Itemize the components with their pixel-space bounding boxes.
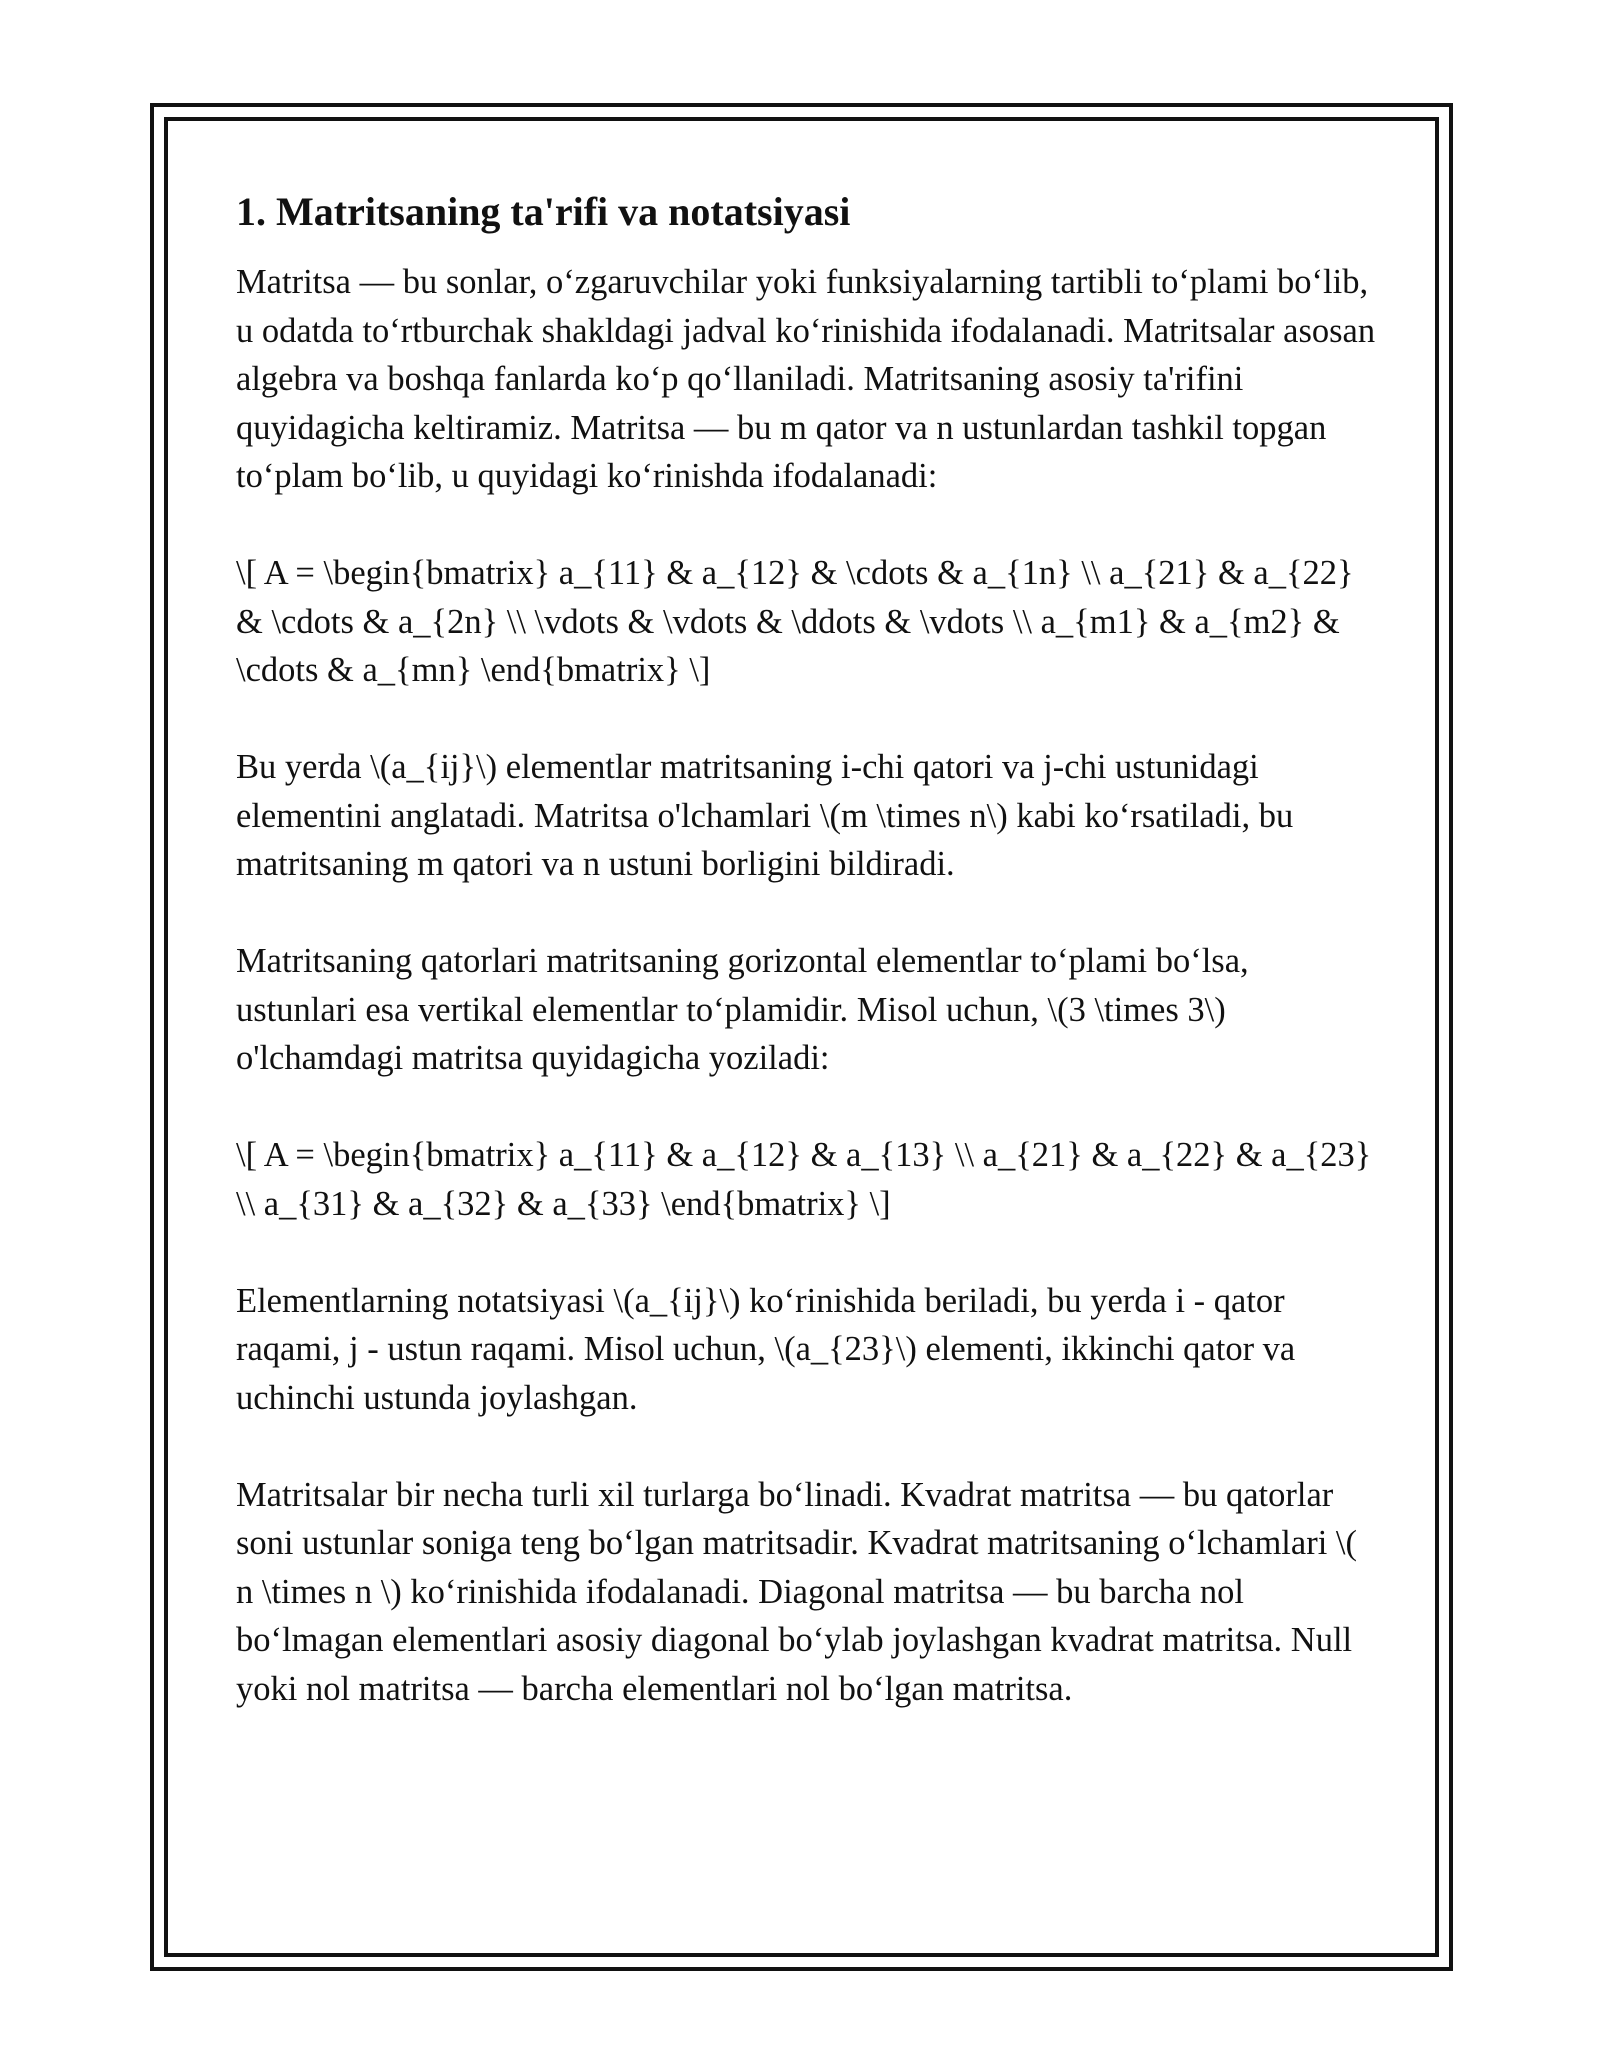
paragraph-definition: Matritsa — bu sonlar, o‘zgaruvchilar yoki funksiyalarning tartibli to‘plami bo‘lib, u odatda to‘rtburchak shakldagi jadval ko‘rinishida ifodalanadi. Matritsalar asosan algebra va boshqa fanlarda ko‘p qo‘llaniladi. Matritsaning asosiy ta'rifini quyidagicha keltiramiz. Matritsa — bu m qator va n ustunlardan tashkil topgan to‘plam bo‘lib, u quyidagi ko‘rinishda ifodalanadi: [236,263,1376,495]
paragraph-element-notation: Bu yerda \(a_{ij}\) elementlar matritsaning i-chi qatori va j-chi ustunidagi elementini anglatadi. Matritsa o'lchamlari \(m \times n\) kabi ko‘rsatiladi, bu matritsaning m qatori va n ustuni borligini bildiradi. [236,748,1294,883]
paragraph-3x3-matrix-formula: \[ A = \begin{bmatrix} a_{11} & a_{12} & a_{13} \\ a_{21} & a_{22} & a_{23} \\ a_{31} & a_{32} & a_{33} \end{bmatrix} \] [236,1136,1372,1223]
document-body [236,186,1376,1762]
paragraph-general-matrix-formula: \[ A = \begin{bmatrix} a_{11} & a_{12} & \cdots & a_{1n} \\ a_{21} & a_{22} & \cdots & a_{2n} \\ \vdots & \vdots & \ddots & \vdots \\ a_{m1} & a_{m2} & \cdots & a_{mn} \end{bmatrix} \] [236,554,1354,689]
paragraph-element-example: Elementlarning notatsiyasi \(a_{ij}\) ko‘rinishida beriladi, bu yerda i - qator raqami, j - ustun raqami. Misol uchun, \(a_{23}\) elementi, ikkinchi qator va uchinchi ustunda joylashgan. [236,1281,1296,1417]
section-heading: 1. Matritsaning ta'rifi va notatsiyasi [236,189,851,234]
paragraph-matrix-types: Matritsalar bir necha turli xil turlarga bo‘linadi. Kvadrat matritsa — bu qatorlar soni ustunlar soniga teng bo‘lgan matritsadir. Kvadrat matritsaning o‘lchamlari \( n \times n \) ko‘rinishida ifodalanadi. Diagonal matritsa — bu barcha nol bo‘lmagan elementlari asosiy diagonal bo‘ylab joylashgan kvadrat matritsa. Null yoki nol matritsa — barcha elementlari nol bo‘lgan matritsa. [236,1475,1357,1708]
paragraph-rows-columns: Matritsaning qatorlari matritsaning gorizontal elementlar to‘plami bo‘lsa, ustunlari esa vertikal elementlar to‘plamidir. Misol uchun, \(3 \times 3\) o'lchamdagi matritsa quyidagicha yoziladi: [236,942,1249,1077]
